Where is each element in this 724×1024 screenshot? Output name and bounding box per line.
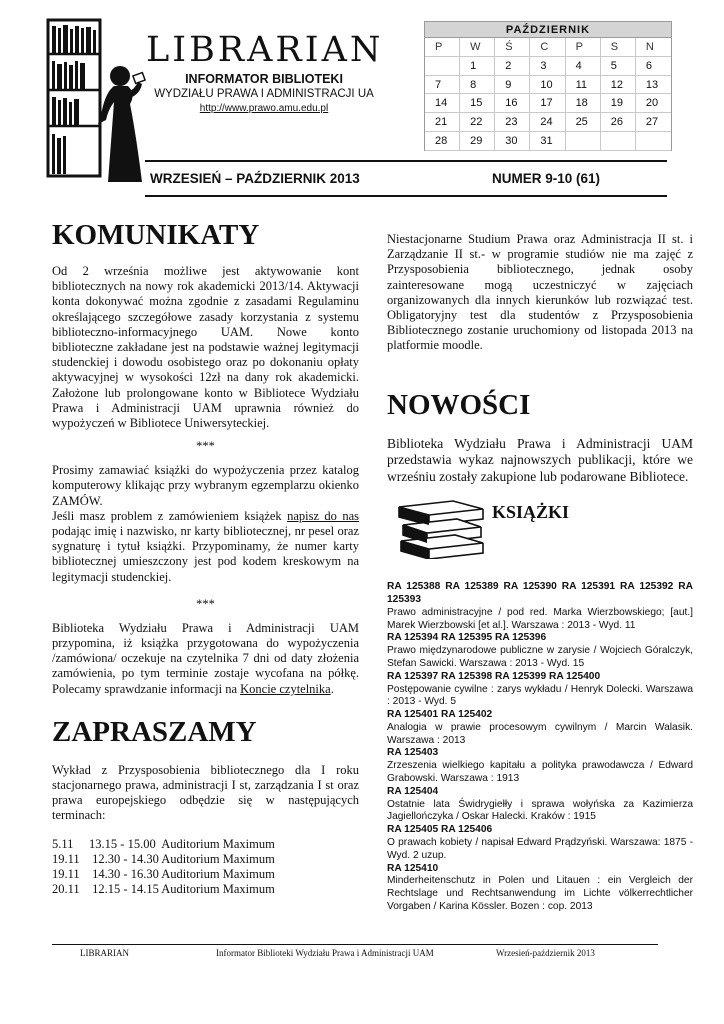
calendar-empty-cell xyxy=(425,57,460,76)
calendar-day: 22 xyxy=(460,113,495,132)
newsletter-title: LIBRARIAN xyxy=(146,30,384,70)
footer-right: Wrzesień-październik 2013 xyxy=(496,948,595,958)
book-entry xyxy=(387,863,693,914)
calendar-weekday: C xyxy=(530,38,565,57)
paragraph-ordering-problem: Jeśli masz problem z zamówieniem książek napisz do nas podając imię i nazwisko, nr karty bibliotecznej, nr pesel oraz sygnaturę i tytuł książki. Przypominamy, że numer karty bibliotecznej umieszczony jest pod kodem kreskowym na legitymacji studenckiej. xyxy=(52,508,359,584)
calendar-day: 31 xyxy=(530,132,565,151)
calendar-day: 12 xyxy=(601,76,636,95)
calendar-day: 16 xyxy=(495,94,530,113)
book-call-numbers: RA 125394 RA 125395 RA 125396 xyxy=(387,632,547,644)
book-entry xyxy=(387,824,693,862)
book-stack-icon xyxy=(395,495,487,559)
calendar-empty-cell xyxy=(566,132,601,151)
calendar-day: 17 xyxy=(530,94,565,113)
book-entry xyxy=(387,709,693,747)
book-entry xyxy=(387,632,693,670)
book-description: Prawo międzynarodowe publiczne w zarysie / Wojciech Góralczyk, Stefan Sawicki. Warszawa : 2013 - Wyd. 15 xyxy=(387,645,693,669)
calendar-weekday: N xyxy=(636,38,671,57)
calendar-day: 9 xyxy=(495,76,530,95)
left-column xyxy=(52,218,359,897)
calendar-day: 6 xyxy=(636,57,671,76)
separator: *** xyxy=(196,596,215,611)
book-call-numbers: RA 125410 xyxy=(387,862,439,874)
section-heading-nowosci: NOWOŚCI xyxy=(387,388,531,421)
schedule-row: 19.11 14.30 - 16.30 Auditorium Maximum xyxy=(52,866,275,881)
bookshelf-reader-illustration xyxy=(44,14,146,186)
calendar-month-title: PAŹDZIERNIK xyxy=(425,22,671,38)
calendar-weekday: S xyxy=(601,38,636,57)
paragraph-new-acquisitions: Biblioteka Wydziału Prawa i Administracji UAM przedstawia wykaz najnowszych publikacji, które we wrześniu zostały zakupione lub podarowane Bibliotece. xyxy=(387,435,693,484)
paragraph-ordering: Prosimy zamawiać książki do wypożyczenia przez katalog komputerowy klikając przy wybranym egzemplarzu okienko ZAMÓW. xyxy=(52,463,359,508)
paragraph-account-activation: Od 2 września możliwe jest aktywowanie kont bibliotecznych na nowy rok akademicki 2013/14. Aktywacji konta dokonywać można zgodnie z zasadami Regulaminu określającego szczegółowe zasady korzystania z systemu biblioteczno-informacyjnego UAM. Nowe konto biblioteczne zakładane jest na podstawie ważnej legitymacji studenckiej i dowodu osobistego oraz po dokonaniu opłaty aktywacyjnej w wysokości 12zł na dany rok akademicki. Założone lub prolongowane konto w Bibliotece Wydziału Prawa i Administracji UAM uprawnia również do wypożyczeń w Bibliotece Uniwersyteckiej. xyxy=(52,264,359,431)
issue-rule-bottom xyxy=(145,195,667,197)
paragraph-extramural-info: Niestacjonarne Studium Prawa oraz Administracja II st. i Zarządzanie II st.- w programie studiów nie ma zajęć z Przysposobienia bibliotecznego, jednak osoby zainteresowane mogą uczestniczyć w zajęciach organizowanych dla innych kierunków lub rozwiązać test. Obligatoryjny test dla studentów z Przysposobienia Bibliotecznego zostanie uruchomiony od listopada 2013 na platformie moodle. xyxy=(387,232,693,353)
calendar-day: 19 xyxy=(601,94,636,113)
books-subsection-header xyxy=(387,495,693,581)
faculty-name: WYDZIAŁU PRAWA I ADMINISTRACJI UA xyxy=(154,88,374,100)
schedule-row: 5.11 13.15 - 15.00 Auditorium Maximum xyxy=(52,836,275,851)
calendar-day: 2 xyxy=(495,57,530,76)
book-call-numbers: RA 125388 RA 125389 RA 125390 RA 125391 RA 125392 RA 125393 xyxy=(387,581,693,605)
calendar-day: 20 xyxy=(636,94,671,113)
calendar-day: 4 xyxy=(566,57,601,76)
calendar-grid xyxy=(425,38,671,151)
calendar-day: 30 xyxy=(495,132,530,151)
footer-rule xyxy=(52,944,658,945)
book-entry xyxy=(387,671,693,709)
calendar-day: 23 xyxy=(495,113,530,132)
calendar-day: 5 xyxy=(601,57,636,76)
book-entry xyxy=(387,747,693,785)
paragraph-lecture-intro: Wykład z Przysposobienia bibliotecznego dla I roku stacjonarnego prawa, administracji I st, zarządzania I st oraz prawa europejskiego odbędzie się w następujących terminach: xyxy=(52,762,359,823)
book-call-numbers: RA 125403 xyxy=(387,747,439,759)
section-heading-zapraszamy: ZAPRASZAMY xyxy=(52,715,257,748)
book-call-numbers: RA 125397 RA 125398 RA 125399 RA 125400 xyxy=(387,670,601,682)
calendar-day: 10 xyxy=(530,76,565,95)
faculty-url-link[interactable]: http://www.prawo.amu.edu.pl xyxy=(199,103,329,114)
footer-center: Informator Biblioteki Wydziału Prawa i Administracji UAM xyxy=(216,948,434,958)
book-description: Ostatnie lata Świdrygiełły i sprawa wołyńska za Kazimierza Jagiellończyka / Oskar Halecki. Kraków : 1915 xyxy=(387,798,693,823)
separator: *** xyxy=(196,439,215,454)
calendar-day: 1 xyxy=(460,57,495,76)
books-subsection-title: KSIĄŻKI xyxy=(492,502,570,523)
month-calendar xyxy=(424,21,672,151)
masthead xyxy=(146,30,382,114)
newsletter-subtitle: INFORMATOR BIBLIOTEKI xyxy=(185,72,343,86)
reader-account-link[interactable]: Koncie czytelnika xyxy=(240,681,331,696)
new-books-list xyxy=(387,581,693,914)
issue-rule-top xyxy=(145,160,667,162)
calendar-empty-cell xyxy=(601,132,636,151)
calendar-day: 13 xyxy=(636,76,671,95)
book-entry xyxy=(387,581,693,632)
paragraph-reservation-period: Biblioteka Wydziału Prawa i Administracji UAM przypomina, iż książka przygotowana do wypożyczenia /zamówiona/ oczekuje na czytelnika 7 dni od daty złożenia zamówienia, po tym terminie zostaje wycofana na półkę. Polecamy sprawdzanie informacji na Koncie czytelnika. xyxy=(52,620,359,696)
contact-us-link[interactable]: napisz do nas xyxy=(287,508,359,523)
book-entry xyxy=(387,786,693,824)
calendar-day: 24 xyxy=(530,113,565,132)
calendar-day: 27 xyxy=(636,113,671,132)
book-description: Minderheitenschutz in Polen und Litauen : ein Vergleich der Rechtslage und Rechtsanwendung im Lichte völkerrechtlicher Vorgaben / Karina Kössler. Bozen : cop. 2013 xyxy=(387,875,693,913)
calendar-day: 7 xyxy=(425,76,460,95)
calendar-day: 14 xyxy=(425,94,460,113)
book-call-numbers: RA 125404 xyxy=(387,785,439,797)
calendar-day: 8 xyxy=(460,76,495,95)
calendar-day: 3 xyxy=(530,57,565,76)
lecture-schedule xyxy=(52,837,359,897)
schedule-row: 19.11 12.30 - 14.30 Auditorium Maximum xyxy=(52,851,275,866)
footer-left: LIBRARIAN xyxy=(80,948,129,958)
book-description: Postępowanie cywilne : zarys wykładu / Henryk Dolecki. Warszawa : 2013 - Wyd. 5 xyxy=(387,683,693,708)
calendar-day: 15 xyxy=(460,94,495,113)
issue-number: NUMER 9-10 (61) xyxy=(492,171,601,186)
calendar-day: 25 xyxy=(566,113,601,132)
calendar-day: 11 xyxy=(566,76,601,95)
book-call-numbers: RA 125401 RA 125402 xyxy=(387,709,493,721)
calendar-weekday: Ś xyxy=(495,38,530,57)
calendar-empty-cell xyxy=(636,132,671,151)
calendar-weekday: P xyxy=(566,38,601,57)
book-call-numbers: RA 125405 RA 125406 xyxy=(387,824,493,836)
section-heading-komunikaty: KOMUNIKATY xyxy=(52,219,260,251)
right-column xyxy=(387,232,693,914)
calendar-weekday: P xyxy=(425,38,460,57)
schedule-row: 20.11 12.15 - 14.15 Auditorium Maximum xyxy=(52,881,275,896)
calendar-day: 28 xyxy=(425,132,460,151)
calendar-day: 21 xyxy=(425,113,460,132)
book-description: Analogia w prawie procesowym cywilnym / Marcin Walasik. Warszawa : 2013 xyxy=(387,721,693,746)
book-description: O prawach kobiety / napisał Edward Prądzyński. Warszawa: 1875 - Wyd. 2 uzup. xyxy=(387,837,693,861)
calendar-day: 26 xyxy=(601,113,636,132)
calendar-day: 29 xyxy=(460,132,495,151)
calendar-day: 18 xyxy=(566,94,601,113)
issue-period: WRZESIEŃ – PAŹDZIERNIK 2013 xyxy=(150,171,360,186)
book-description: Prawo administracyjne / pod red. Marka Wierzbowskiego; [aut.] Marek Wierzbowski [et al.]. Warszawa : 2013 - Wyd. 11 xyxy=(387,606,693,631)
calendar-weekday: W xyxy=(460,38,495,57)
book-description: Zrzeszenia wielkiego kapitału a polityka prawodawcza / Edward Grabowski. Warszawa : 1913 xyxy=(387,760,693,785)
